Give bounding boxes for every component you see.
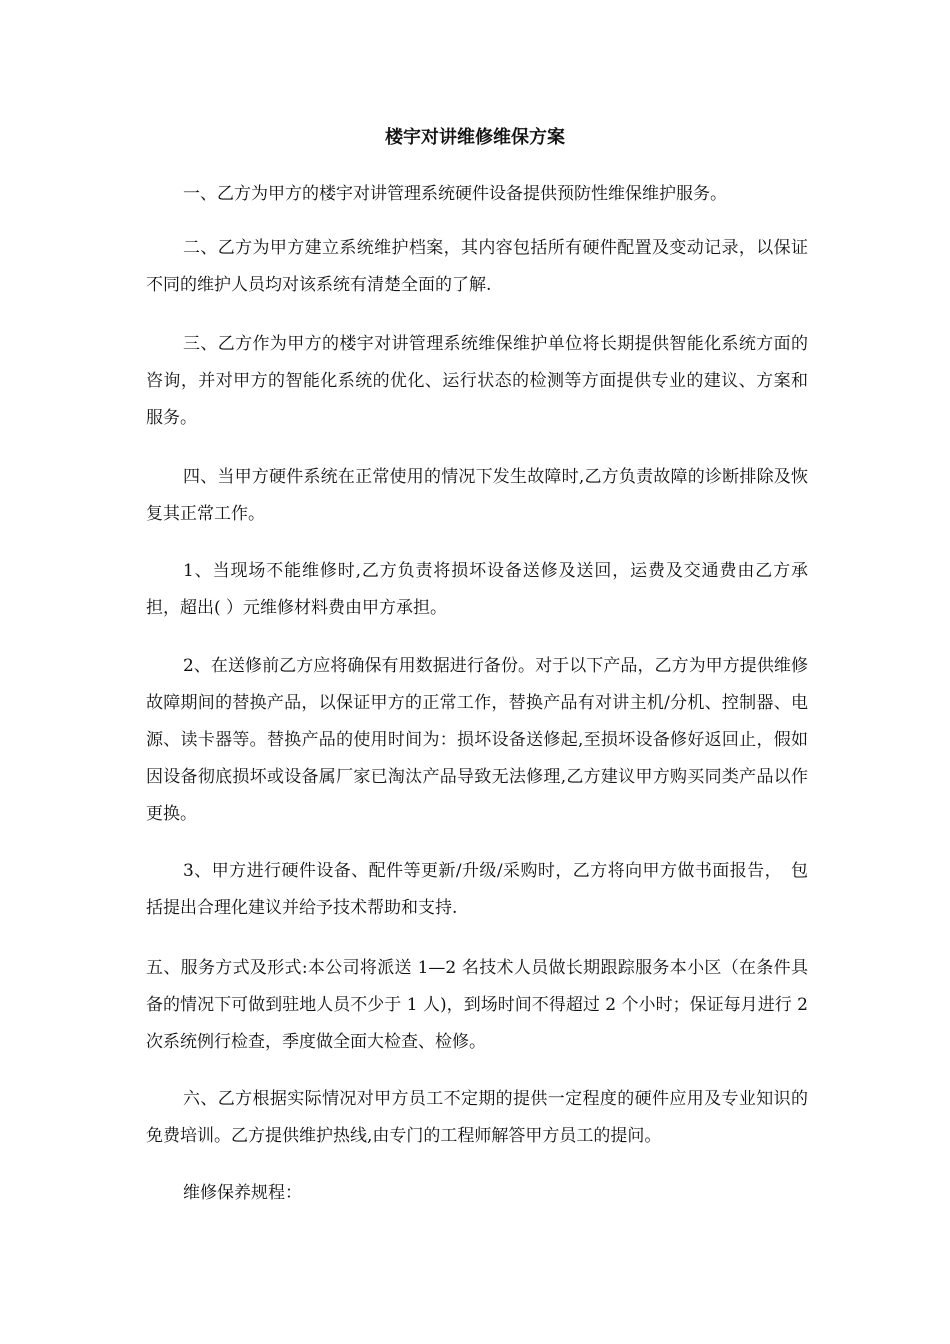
paragraph-7: 3、甲方进行硬件设备、配件等更新/升级/采购时，乙方将向甲方做书面报告， 包括提出合理化建议并给予技术帮助和支持. bbox=[146, 861, 808, 918]
paragraph-10: 维修保养规程： bbox=[183, 1183, 302, 1203]
paragraph-8: 五、服务方式及形式:本公司将派送 1—2 名技术人员做长期跟踪服务本小区（在条件具备的情况下可做到驻地人员不少于 1 人)，到场时间不得超过 2 个小时；保证每月进行 2 次系统例行检查，季度做全面大检查、检修。 bbox=[146, 958, 808, 1052]
paragraph-2: 二、乙方为甲方建立系统维护档案，其内容包括所有硬件配置及变动记录，以保证不同的维护人员均对该系统有清楚全面的了解. bbox=[146, 238, 808, 295]
document-title: 楼宇对讲维修维保方案 bbox=[385, 127, 565, 148]
paragraph-1: 一、乙方为甲方的楼宇对讲管理系统硬件设备提供预防性维保维护服务。 bbox=[183, 184, 727, 204]
paragraph-3: 三、乙方作为甲方的楼宇对讲管理系统维保维护单位将长期提供智能化系统方面的咨询，并对甲方的智能化系统的优化、运行状态的检测等方面提供专业的建议、方案和服务。 bbox=[146, 334, 808, 428]
paragraph-5: 1、当现场不能维修时,乙方负责将损坏设备送修及送回，运费及交通费由乙方承担，超出( ）元维修材料费由甲方承担。 bbox=[146, 561, 808, 618]
paragraph-4: 四、当甲方硬件系统在正常使用的情况下发生故障时,乙方负责故障的诊断排除及恢复其正常工作。 bbox=[146, 467, 808, 524]
paragraph-9: 六、乙方根据实际情况对甲方员工不定期的提供一定程度的硬件应用及专业知识的免费培训。乙方提供维护热线,由专门的工程师解答甲方员工的提问。 bbox=[146, 1089, 808, 1146]
paragraph-6: 2、在送修前乙方应将确保有用数据进行备份。对于以下产品，乙方为甲方提供维修故障期间的替换产品，以保证甲方的正常工作，替换产品有对讲主机/分机、控制器、电源、读卡器等。替换产品的使用时间为：损坏设备送修起,至损坏设备修好返回止，假如因设备彻底损坏或设备属厂家已淘汰产品导致无法修理,乙方建议甲方购买同类产品以作更换。 bbox=[146, 656, 808, 824]
